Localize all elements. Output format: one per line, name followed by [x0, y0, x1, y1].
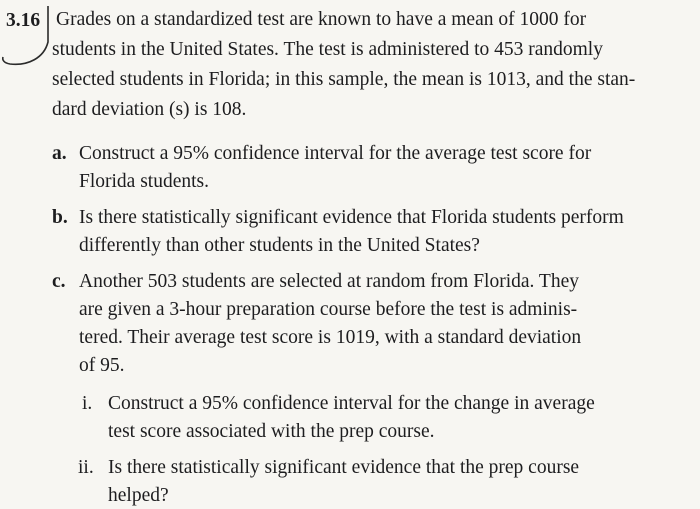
subpart-ii-line-2: helped?	[108, 485, 169, 506]
subpart-ii-label: ii.	[78, 457, 94, 478]
part-c-line-1: Another 503 students are selected at random from Florida. They	[79, 271, 580, 292]
part-c-line-2: are given a 3-hour preparation course before the test is adminis-	[79, 299, 578, 320]
subpart-ii-line-1: Is there statistically significant evidence that the prep course	[108, 457, 580, 478]
part-b-line-1: Is there statistically significant evidence that Florida students perform	[79, 207, 624, 228]
subpart-i-line-2: test score associated with the prep course.	[108, 421, 435, 442]
part-c-line-3: tered. Their average test score is 1019, with a standard deviation	[79, 327, 582, 348]
part-a-label: a.	[52, 143, 67, 164]
intro-line-4: dard deviation (s) is 108.	[52, 99, 247, 120]
part-b-line-2: differently than other students in the United States?	[79, 235, 480, 256]
intro-line-2: students in the United States. The test is administered to 453 randomly	[52, 39, 603, 60]
subpart-i-label: i.	[82, 393, 93, 414]
intro-line-3: selected students in Florida; in this sample, the mean is 1013, and the stan-	[52, 69, 636, 90]
part-b-label: b.	[52, 207, 68, 228]
subpart-i-line-1: Construct a 95% confidence interval for the change in average	[108, 393, 595, 414]
part-c-label: c.	[52, 271, 66, 292]
intro-line-1: Grades on a standardized test are known to have a mean of 1000 for	[56, 9, 587, 30]
problem-number: 3.16	[6, 10, 41, 31]
part-c-line-4: of 95.	[79, 355, 125, 376]
part-a-line-1: Construct a 95% confidence interval for the average test score for	[79, 143, 592, 164]
part-a-line-2: Florida students.	[79, 171, 209, 192]
